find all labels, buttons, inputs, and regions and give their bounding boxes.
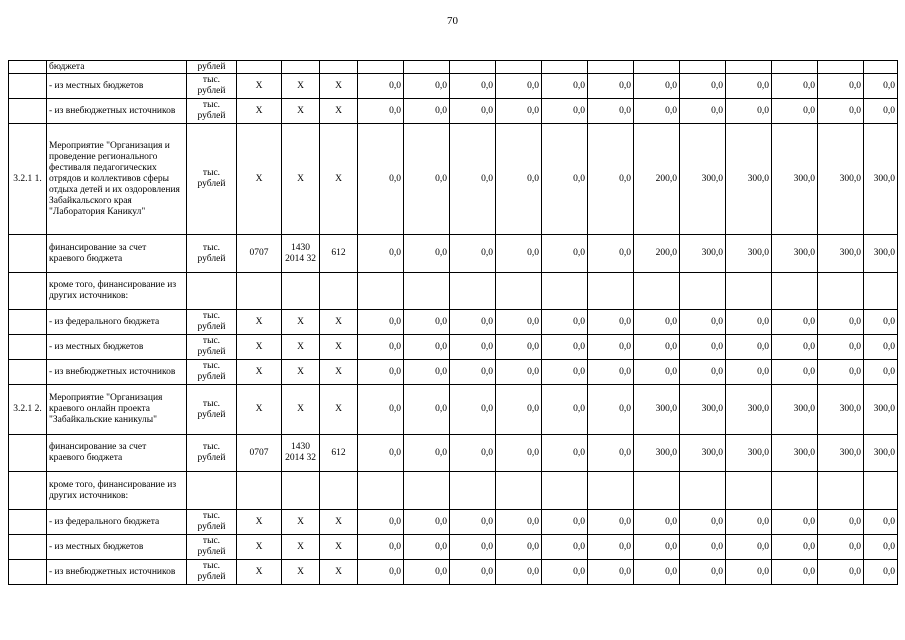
row-value-cell: 0,0 <box>542 235 588 273</box>
row-value-cell: 0,0 <box>772 99 818 124</box>
row-unit-cell: тыс. рублей <box>187 435 237 472</box>
row-classifier-cell <box>320 472 358 510</box>
row-value-cell <box>818 61 864 74</box>
row-value-cell: 0,0 <box>450 510 496 535</box>
table-row <box>9 273 898 310</box>
row-value-cell: 0,0 <box>726 74 772 99</box>
row-value-cell: 0,0 <box>542 124 588 235</box>
row-value-cell: 0,0 <box>634 310 680 335</box>
row-value-cell: 200,0 <box>634 235 680 273</box>
row-classifier-cell <box>320 61 358 74</box>
row-name-cell: кроме того, финансирование из других источников: <box>47 472 187 510</box>
row-name-cell: кроме того, финансирование из других источников: <box>47 273 187 310</box>
row-code-cell <box>9 273 47 310</box>
row-name-cell: - из федерального бюджета <box>47 310 187 335</box>
row-value-cell: 0,0 <box>542 99 588 124</box>
row-value-cell <box>772 273 818 310</box>
row-value-cell: 0,0 <box>634 360 680 385</box>
row-value-cell <box>588 61 634 74</box>
row-unit-cell: тыс. рублей <box>187 99 237 124</box>
row-unit-cell: рублей <box>187 61 237 74</box>
row-unit-cell: тыс. рублей <box>187 310 237 335</box>
row-value-cell <box>496 273 542 310</box>
row-value-cell: 0,0 <box>358 560 404 585</box>
row-unit-cell <box>187 472 237 510</box>
row-classifier-cell: X <box>282 560 320 585</box>
row-classifier-cell: X <box>320 310 358 335</box>
row-value-cell: 300,0 <box>680 435 726 472</box>
row-value-cell: 200,0 <box>634 124 680 235</box>
row-code-cell <box>9 472 47 510</box>
row-classifier-cell: X <box>320 74 358 99</box>
row-value-cell: 0,0 <box>404 560 450 585</box>
row-value-cell <box>358 273 404 310</box>
row-value-cell: 0,0 <box>864 535 898 560</box>
row-value-cell: 0,0 <box>818 310 864 335</box>
row-unit-cell: тыс. рублей <box>187 360 237 385</box>
row-value-cell <box>496 472 542 510</box>
row-value-cell: 0,0 <box>404 335 450 360</box>
row-value-cell: 0,0 <box>864 99 898 124</box>
row-value-cell: 0,0 <box>818 535 864 560</box>
row-classifier-cell: X <box>237 535 282 560</box>
row-value-cell <box>726 273 772 310</box>
table-row <box>9 124 898 235</box>
table-row <box>9 99 898 124</box>
row-value-cell: 0,0 <box>404 535 450 560</box>
row-value-cell: 0,0 <box>450 535 496 560</box>
row-value-cell: 300,0 <box>818 435 864 472</box>
row-value-cell <box>634 273 680 310</box>
row-unit-cell: тыс. рублей <box>187 74 237 99</box>
row-value-cell: 0,0 <box>772 535 818 560</box>
row-name-cell: - из местных бюджетов <box>47 335 187 360</box>
row-value-cell <box>680 273 726 310</box>
row-value-cell: 0,0 <box>680 560 726 585</box>
table-row <box>9 235 898 273</box>
row-classifier-cell: X <box>282 310 320 335</box>
row-value-cell: 0,0 <box>864 360 898 385</box>
table-row <box>9 360 898 385</box>
row-value-cell: 0,0 <box>496 510 542 535</box>
row-value-cell: 0,0 <box>496 560 542 585</box>
row-value-cell: 0,0 <box>818 99 864 124</box>
row-value-cell: 0,0 <box>726 310 772 335</box>
row-code-cell <box>9 235 47 273</box>
budget-table <box>8 60 898 585</box>
row-value-cell: 0,0 <box>772 510 818 535</box>
row-value-cell: 300,0 <box>680 385 726 435</box>
row-value-cell: 300,0 <box>772 124 818 235</box>
row-name-cell: - из местных бюджетов <box>47 535 187 560</box>
row-classifier-cell <box>282 273 320 310</box>
row-value-cell: 0,0 <box>588 385 634 435</box>
row-value-cell: 0,0 <box>404 124 450 235</box>
row-classifier-cell <box>237 61 282 74</box>
row-value-cell: 0,0 <box>726 535 772 560</box>
row-value-cell: 0,0 <box>496 99 542 124</box>
row-value-cell: 0,0 <box>542 335 588 360</box>
row-value-cell: 0,0 <box>542 310 588 335</box>
row-classifier-cell: X <box>237 385 282 435</box>
row-classifier-cell: X <box>237 99 282 124</box>
row-name-cell: Мероприятие "Организация краевого онлайн проекта "Забайкальские каникулы" <box>47 385 187 435</box>
row-value-cell: 300,0 <box>680 235 726 273</box>
row-value-cell: 0,0 <box>450 385 496 435</box>
row-value-cell: 0,0 <box>864 335 898 360</box>
row-classifier-cell <box>237 472 282 510</box>
row-classifier-cell: X <box>282 335 320 360</box>
row-classifier-cell: X <box>320 335 358 360</box>
row-classifier-cell: X <box>282 510 320 535</box>
row-classifier-cell: X <box>282 385 320 435</box>
row-value-cell: 0,0 <box>588 435 634 472</box>
row-classifier-cell <box>320 273 358 310</box>
row-value-cell: 300,0 <box>680 124 726 235</box>
row-classifier-cell: X <box>320 385 358 435</box>
row-value-cell: 0,0 <box>772 335 818 360</box>
table-row <box>9 510 898 535</box>
row-code-cell <box>9 560 47 585</box>
row-value-cell: 0,0 <box>542 360 588 385</box>
row-value-cell: 0,0 <box>404 235 450 273</box>
row-value-cell: 300,0 <box>726 435 772 472</box>
row-value-cell: 0,0 <box>588 124 634 235</box>
row-value-cell <box>450 273 496 310</box>
row-classifier-cell: X <box>237 310 282 335</box>
row-value-cell: 0,0 <box>864 560 898 585</box>
row-value-cell: 0,0 <box>588 510 634 535</box>
row-classifier-cell: X <box>320 535 358 560</box>
row-unit-cell: тыс. рублей <box>187 235 237 273</box>
row-value-cell <box>864 61 898 74</box>
row-value-cell: 0,0 <box>358 74 404 99</box>
row-value-cell: 300,0 <box>726 385 772 435</box>
row-value-cell: 300,0 <box>864 385 898 435</box>
row-value-cell: 0,0 <box>496 124 542 235</box>
row-classifier-cell <box>282 61 320 74</box>
row-classifier-cell: X <box>282 124 320 235</box>
row-value-cell: 0,0 <box>772 360 818 385</box>
row-value-cell: 0,0 <box>588 335 634 360</box>
row-value-cell: 0,0 <box>404 99 450 124</box>
row-value-cell: 0,0 <box>358 235 404 273</box>
row-name-cell: бюджета <box>47 61 187 74</box>
row-value-cell: 0,0 <box>818 335 864 360</box>
row-classifier-cell: X <box>282 99 320 124</box>
row-code-cell <box>9 435 47 472</box>
table-row <box>9 61 898 74</box>
row-value-cell: 0,0 <box>358 124 404 235</box>
row-value-cell <box>450 472 496 510</box>
row-value-cell: 0,0 <box>450 360 496 385</box>
row-value-cell: 300,0 <box>772 385 818 435</box>
row-classifier-cell: X <box>237 74 282 99</box>
row-value-cell: 0,0 <box>450 235 496 273</box>
table-row <box>9 535 898 560</box>
row-value-cell: 0,0 <box>772 560 818 585</box>
row-value-cell: 0,0 <box>450 335 496 360</box>
row-value-cell: 0,0 <box>680 535 726 560</box>
row-unit-cell <box>187 273 237 310</box>
row-value-cell: 0,0 <box>634 510 680 535</box>
row-code-cell <box>9 360 47 385</box>
row-value-cell: 0,0 <box>450 435 496 472</box>
row-value-cell: 300,0 <box>634 385 680 435</box>
row-value-cell: 0,0 <box>726 360 772 385</box>
row-value-cell <box>818 472 864 510</box>
row-value-cell: 0,0 <box>542 535 588 560</box>
row-value-cell: 0,0 <box>588 310 634 335</box>
row-name-cell: Мероприятие "Организация и проведение регионального фестиваля педагогических отрядов и коллективов сферы отдыха детей и их оздоровления Забайкальского края "Лаборатория Каникул" <box>47 124 187 235</box>
row-unit-cell: тыс. рублей <box>187 510 237 535</box>
row-classifier-cell: X <box>282 535 320 560</box>
row-code-cell <box>9 335 47 360</box>
row-code-cell <box>9 510 47 535</box>
row-value-cell: 300,0 <box>772 235 818 273</box>
row-value-cell <box>864 472 898 510</box>
row-unit-cell: тыс. рублей <box>187 560 237 585</box>
row-value-cell: 0,0 <box>450 560 496 585</box>
row-value-cell: 0,0 <box>680 360 726 385</box>
row-code-cell: 3.2.1 2. <box>9 385 47 435</box>
row-value-cell <box>404 273 450 310</box>
row-value-cell <box>726 61 772 74</box>
row-value-cell: 0,0 <box>542 385 588 435</box>
row-value-cell: 0,0 <box>726 510 772 535</box>
row-value-cell: 0,0 <box>634 535 680 560</box>
row-value-cell <box>680 472 726 510</box>
row-value-cell: 0,0 <box>450 99 496 124</box>
row-value-cell: 0,0 <box>358 435 404 472</box>
row-value-cell: 0,0 <box>680 335 726 360</box>
row-classifier-cell: 0707 <box>237 235 282 273</box>
row-value-cell: 0,0 <box>588 535 634 560</box>
table-row <box>9 310 898 335</box>
row-code-cell <box>9 310 47 335</box>
row-value-cell: 0,0 <box>680 310 726 335</box>
row-unit-cell: тыс. рублей <box>187 335 237 360</box>
row-value-cell: 0,0 <box>542 560 588 585</box>
page-number: 70 <box>447 15 458 27</box>
row-classifier-cell: X <box>237 510 282 535</box>
row-classifier-cell: 612 <box>320 235 358 273</box>
row-value-cell: 0,0 <box>496 310 542 335</box>
row-value-cell: 300,0 <box>634 435 680 472</box>
row-value-cell: 300,0 <box>772 435 818 472</box>
row-value-cell: 0,0 <box>818 74 864 99</box>
row-value-cell <box>404 472 450 510</box>
row-value-cell: 0,0 <box>864 510 898 535</box>
row-value-cell <box>818 273 864 310</box>
row-value-cell: 300,0 <box>726 124 772 235</box>
row-unit-cell: тыс. рублей <box>187 124 237 235</box>
row-value-cell: 0,0 <box>818 560 864 585</box>
row-value-cell <box>588 472 634 510</box>
row-classifier-cell: 612 <box>320 435 358 472</box>
row-value-cell: 0,0 <box>726 335 772 360</box>
row-value-cell: 0,0 <box>496 335 542 360</box>
row-value-cell: 300,0 <box>864 124 898 235</box>
row-value-cell: 0,0 <box>496 235 542 273</box>
row-value-cell: 0,0 <box>358 510 404 535</box>
row-value-cell: 0,0 <box>634 74 680 99</box>
row-value-cell: 300,0 <box>818 385 864 435</box>
row-value-cell <box>542 472 588 510</box>
row-name-cell: финансирование за счет краевого бюджета <box>47 435 187 472</box>
row-value-cell: 0,0 <box>496 435 542 472</box>
row-value-cell: 0,0 <box>588 99 634 124</box>
row-value-cell: 0,0 <box>496 535 542 560</box>
table-row <box>9 74 898 99</box>
row-value-cell: 0,0 <box>818 510 864 535</box>
table-row <box>9 560 898 585</box>
row-classifier-cell <box>237 273 282 310</box>
row-value-cell <box>726 472 772 510</box>
row-classifier-cell: 0707 <box>237 435 282 472</box>
row-value-cell: 300,0 <box>726 235 772 273</box>
row-classifier-cell: X <box>320 360 358 385</box>
row-value-cell <box>634 472 680 510</box>
row-value-cell: 0,0 <box>358 335 404 360</box>
row-value-cell <box>358 61 404 74</box>
row-value-cell: 0,0 <box>680 510 726 535</box>
row-value-cell: 0,0 <box>358 360 404 385</box>
table-row <box>9 472 898 510</box>
row-classifier-cell: X <box>237 560 282 585</box>
row-value-cell: 0,0 <box>404 310 450 335</box>
row-value-cell: 0,0 <box>358 535 404 560</box>
row-value-cell: 0,0 <box>634 99 680 124</box>
row-value-cell: 0,0 <box>634 335 680 360</box>
row-value-cell: 0,0 <box>588 235 634 273</box>
table-row <box>9 385 898 435</box>
row-value-cell: 0,0 <box>864 310 898 335</box>
row-value-cell: 0,0 <box>680 74 726 99</box>
row-code-cell: 3.2.1 1. <box>9 124 47 235</box>
row-value-cell: 300,0 <box>864 435 898 472</box>
row-classifier-cell: X <box>282 74 320 99</box>
row-classifier-cell: X <box>320 124 358 235</box>
row-value-cell <box>542 273 588 310</box>
row-classifier-cell: 1430 2014 32 <box>282 435 320 472</box>
row-value-cell <box>588 273 634 310</box>
row-value-cell <box>404 61 450 74</box>
row-value-cell: 300,0 <box>818 124 864 235</box>
row-classifier-cell: X <box>320 560 358 585</box>
row-classifier-cell: X <box>237 335 282 360</box>
row-classifier-cell: X <box>237 124 282 235</box>
row-value-cell: 0,0 <box>404 385 450 435</box>
row-value-cell <box>496 61 542 74</box>
row-code-cell <box>9 99 47 124</box>
row-value-cell: 0,0 <box>542 510 588 535</box>
row-name-cell: - из внебюджетных источников <box>47 560 187 585</box>
row-value-cell: 0,0 <box>864 74 898 99</box>
row-value-cell <box>634 61 680 74</box>
row-value-cell: 0,0 <box>450 74 496 99</box>
row-value-cell: 0,0 <box>404 510 450 535</box>
row-value-cell <box>680 61 726 74</box>
row-value-cell <box>358 472 404 510</box>
row-unit-cell: тыс. рублей <box>187 385 237 435</box>
row-value-cell: 0,0 <box>588 74 634 99</box>
table-row <box>9 335 898 360</box>
row-value-cell: 0,0 <box>496 385 542 435</box>
row-value-cell: 300,0 <box>864 235 898 273</box>
row-value-cell: 0,0 <box>358 99 404 124</box>
row-value-cell <box>450 61 496 74</box>
row-value-cell: 0,0 <box>772 310 818 335</box>
row-value-cell: 0,0 <box>542 74 588 99</box>
row-value-cell: 0,0 <box>404 360 450 385</box>
row-value-cell: 0,0 <box>450 124 496 235</box>
row-value-cell: 0,0 <box>358 385 404 435</box>
row-value-cell <box>864 273 898 310</box>
row-value-cell <box>772 61 818 74</box>
row-value-cell: 0,0 <box>726 560 772 585</box>
row-name-cell: - из федерального бюджета <box>47 510 187 535</box>
row-name-cell: финансирование за счет краевого бюджета <box>47 235 187 273</box>
row-code-cell <box>9 61 47 74</box>
row-unit-cell: тыс. рублей <box>187 535 237 560</box>
row-value-cell: 0,0 <box>726 99 772 124</box>
row-classifier-cell: 1430 2014 32 <box>282 235 320 273</box>
row-value-cell: 0,0 <box>496 74 542 99</box>
row-code-cell <box>9 74 47 99</box>
row-name-cell: - из внебюджетных источников <box>47 360 187 385</box>
row-value-cell: 0,0 <box>496 360 542 385</box>
row-value-cell: 0,0 <box>588 360 634 385</box>
row-value-cell: 0,0 <box>404 74 450 99</box>
row-value-cell: 0,0 <box>542 435 588 472</box>
row-classifier-cell: X <box>237 360 282 385</box>
row-value-cell: 0,0 <box>358 310 404 335</box>
row-classifier-cell: X <box>320 99 358 124</box>
row-value-cell: 0,0 <box>404 435 450 472</box>
row-code-cell <box>9 535 47 560</box>
row-classifier-cell: X <box>320 510 358 535</box>
row-value-cell: 0,0 <box>634 560 680 585</box>
row-value-cell: 0,0 <box>588 560 634 585</box>
table-row <box>9 435 898 472</box>
row-value-cell: 300,0 <box>818 235 864 273</box>
row-name-cell: - из местных бюджетов <box>47 74 187 99</box>
row-classifier-cell <box>282 472 320 510</box>
row-name-cell: - из внебюджетных источников <box>47 99 187 124</box>
row-value-cell <box>542 61 588 74</box>
row-value-cell <box>772 472 818 510</box>
row-value-cell: 0,0 <box>818 360 864 385</box>
row-value-cell: 0,0 <box>772 74 818 99</box>
row-value-cell: 0,0 <box>680 99 726 124</box>
row-classifier-cell: X <box>282 360 320 385</box>
row-value-cell: 0,0 <box>450 310 496 335</box>
